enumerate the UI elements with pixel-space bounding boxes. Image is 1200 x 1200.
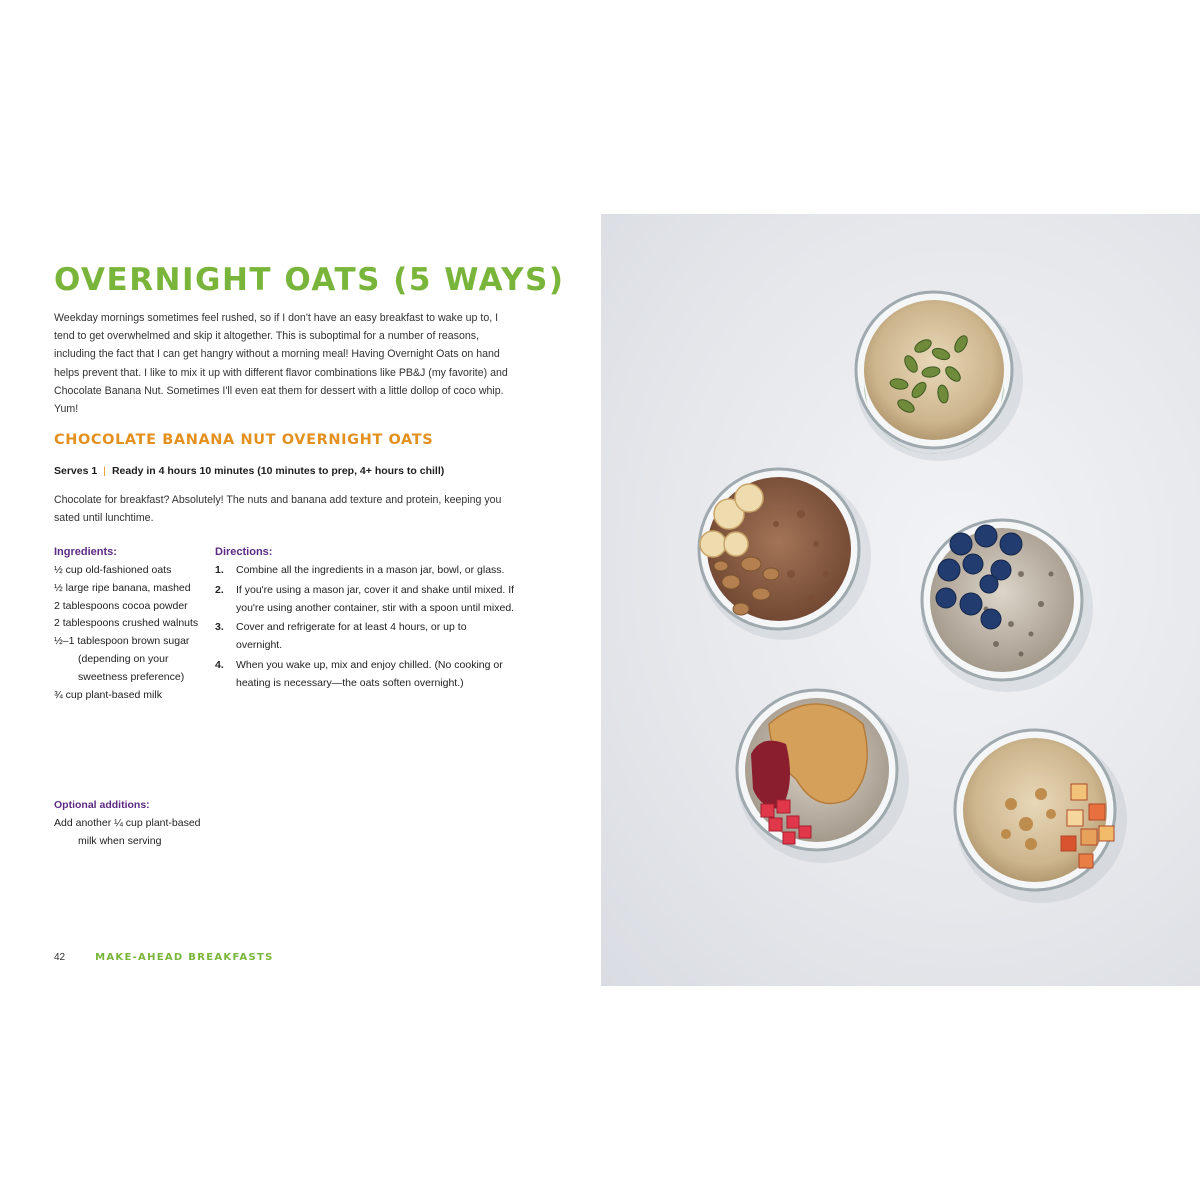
ingredient-item: ½ large ripe banana, mashed [54,581,191,594]
section-name: MAKE-AHEAD BREAKFASTS [95,952,274,963]
page-number: 42 [54,952,66,963]
ingredient-item: 2 tablespoons cocoa powder [54,599,188,612]
oats-photo-illustration [601,214,1200,986]
ingredient-item: ½–1 tablespoon brown sugar (depending on your sweetness preference) [54,635,190,683]
direction-step [215,582,515,618]
jar-blueberry-seeds [921,520,1093,692]
intro-paragraph: Weekday mornings sometimes feel rushed, so if I don't have an easy breakfast to wake up to, I tend to get overwhelmed and skip it altogether. This is suboptimal for a number of reasons, including the fact that I can get hangry without a morning meal! Having Overnight Oats on hand helps prevent that. I like to mix it up with different flavor combinations like PB&J (my favorite) and Chocolate Banana Nut. Sometimes I'll even eat them for dessert with a little dollop of coco whip. Yum! [54,312,508,416]
jar-pumpkin-seeds [855,292,1023,461]
step-text: When you wake up, mix and enjoy chilled. (No cooking or heating is necessary—the oats soften overnight.) [236,658,503,689]
step-number: 1. [215,564,224,576]
page-title: OVERNIGHT OATS (5 WAYS) [54,262,565,298]
ingredients-heading: Ingredients: [54,546,117,558]
direction-step [215,657,515,693]
step-text: Cover and refrigerate for at least 4 hours, or up to overnight. [236,621,467,652]
step-number: 3. [215,621,224,634]
ingredients-list [54,562,204,704]
step-number: 4. [215,658,224,671]
direction-step [215,619,515,655]
optional-heading: Optional additions: [54,799,150,811]
directions-section [215,546,515,695]
oats-photo [601,214,1200,986]
directions-heading: Directions: [215,546,273,558]
jar-apple-granola [955,730,1127,903]
optional-additions [54,797,204,850]
ingredients-section [54,546,204,704]
recipe-title: CHOCOLATE BANANA NUT OVERNIGHT OATS [54,432,434,448]
ingredient-item: 2 tablespoons crushed walnuts [54,617,199,630]
directions-list [215,562,515,693]
ingredient-item: ½ cup old-fashioned oats [54,564,172,576]
ingredient-item: ¾ cup plant-based milk [54,688,162,701]
jar-chocolate-banana-nut [699,469,871,640]
step-text: If you're using a mason jar, cover it and shake until mixed. If you're using another container, stir with a spoon until mixed. [236,583,515,614]
jar-pbj [737,690,909,863]
direction-step [215,562,515,580]
meta-separator: | [103,465,106,477]
page-footer [54,952,274,963]
serves-label: Serves 1 [54,465,98,477]
recipe-description: Chocolate for breakfast? Absolutely! The nuts and banana add texture and protein, keeping you sated until lunchtime. [54,494,502,525]
recipe-meta [54,465,444,477]
step-text: Combine all the ingredients in a mason jar, bowl, or glass. [236,564,505,576]
optional-text: Add another ¼ cup plant-based milk when serving [54,816,201,847]
ready-time: Ready in 4 hours 10 minutes (10 minutes to prep, 4+ hours to chill) [111,465,445,477]
step-number: 2. [215,583,224,596]
